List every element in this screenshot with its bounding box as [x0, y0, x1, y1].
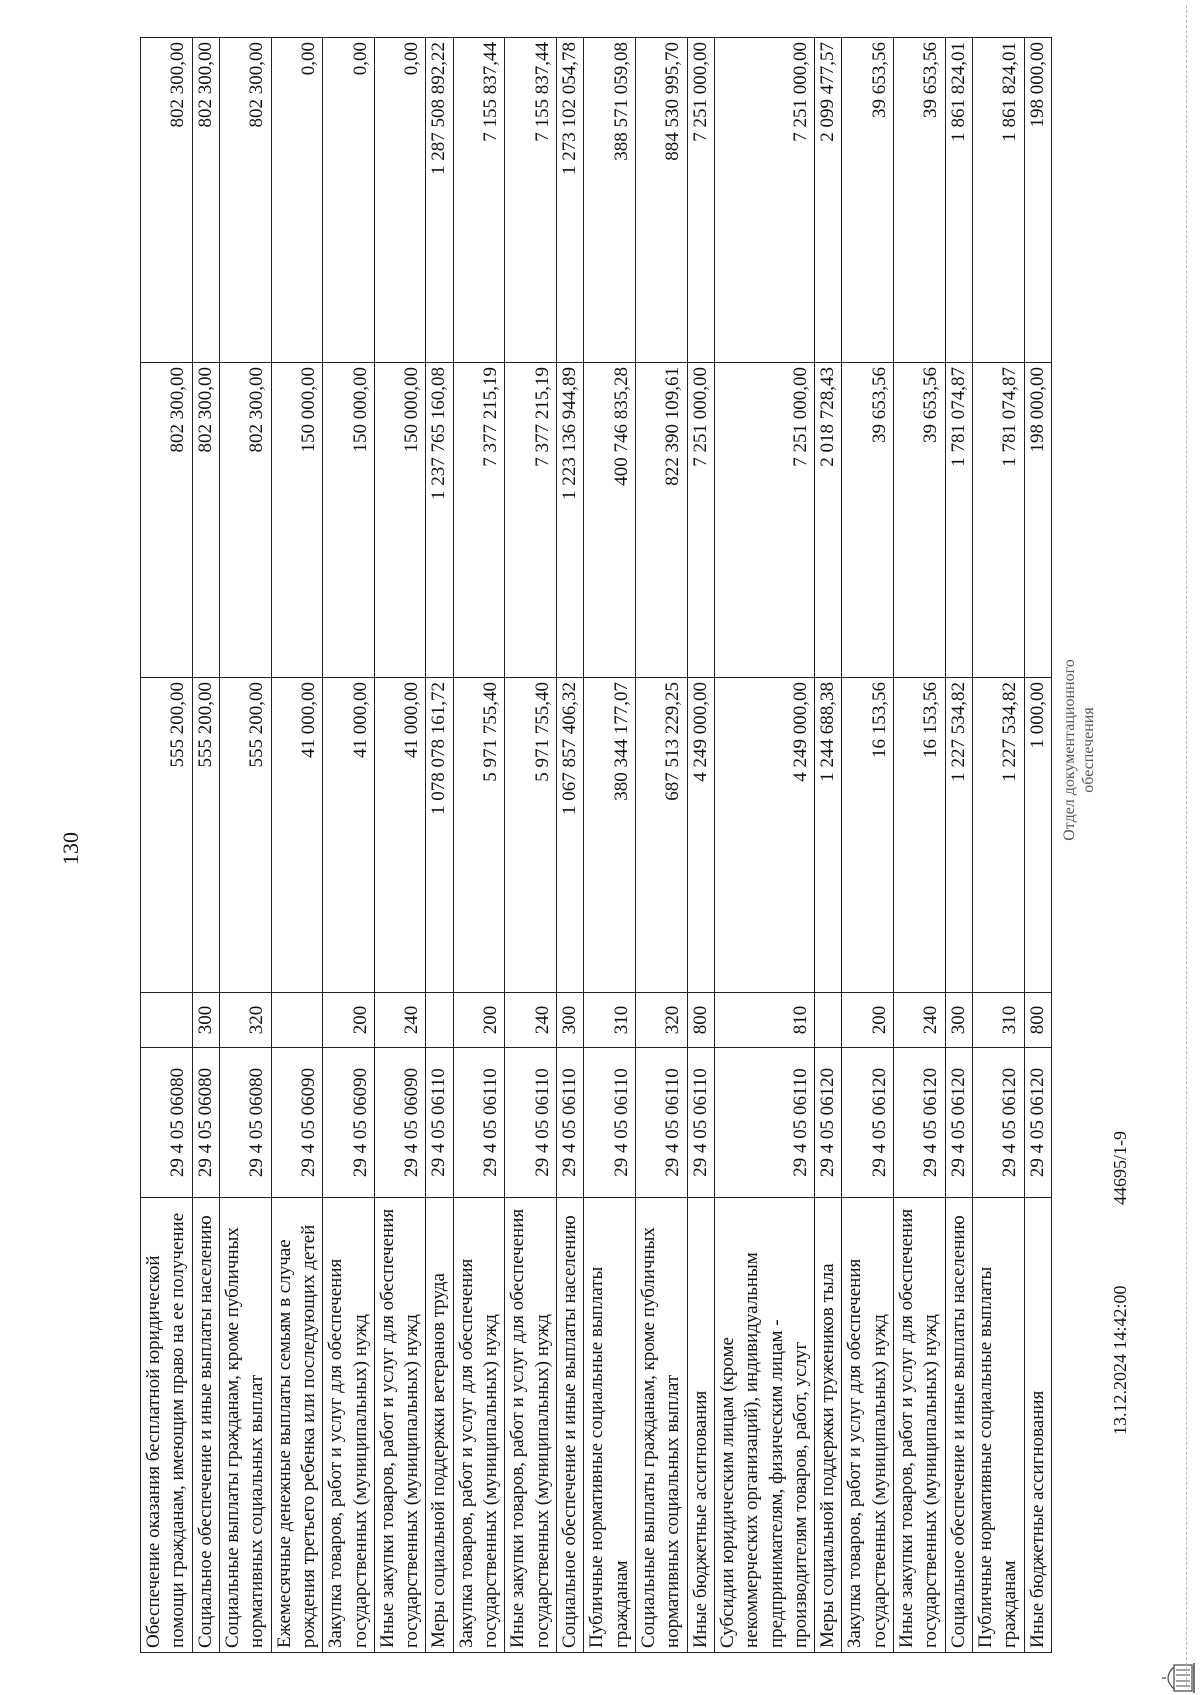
row-name-cell: Иные закупки товаров, работ и услуг для обеспечения государственных (муниципальных) нужд: [374, 1198, 426, 1653]
amount-col3-cell: 0,00: [374, 38, 426, 363]
amount-col2-cell: 1 781 074,87: [973, 363, 1025, 678]
row-name-cell: Публичные нормативные социальные выплаты гражданам: [973, 1198, 1025, 1653]
expense-type-code-cell: 200: [453, 993, 505, 1048]
amount-col1-cell: 4 249 000,00: [687, 678, 714, 993]
row-name-cell: Иные закупки товаров, работ и услуг для обеспечения государственных (муниципальных) нужд: [505, 1198, 557, 1653]
target-article-code-cell: 29 4 05 06080: [219, 1048, 271, 1198]
amount-col2-cell: 822 390 109,61: [635, 363, 687, 678]
expense-type-code-cell: 200: [842, 993, 894, 1048]
expense-type-code-cell: 800: [1024, 993, 1051, 1048]
expense-type-code-cell: 240: [894, 993, 946, 1048]
target-article-code-cell: 29 4 05 06120: [973, 1048, 1025, 1198]
amount-col3-cell: 7 251 000,00: [714, 38, 814, 363]
amount-col1-cell: 5 971 755,40: [453, 678, 505, 993]
amount-col3-cell: 0,00: [271, 38, 323, 363]
department-stamp: Отдел документационного обеспечения: [1061, 659, 1098, 841]
table-row: [687, 38, 714, 1653]
table-row: [815, 38, 842, 1653]
amount-col2-cell: 39 653,56: [842, 363, 894, 678]
amount-col2-cell: 2 018 728,43: [815, 363, 842, 678]
table-row: [374, 38, 426, 1653]
row-name-cell: Иные закупки товаров, работ и услуг для обеспечения государственных (муниципальных) нужд: [894, 1198, 946, 1653]
amount-col2-cell: 39 653,56: [894, 363, 946, 678]
amount-col1-cell: 41 000,00: [271, 678, 323, 993]
table-row: [505, 38, 557, 1653]
row-name-cell: Социальные выплаты гражданам, кроме публичных нормативных социальных выплат: [219, 1198, 271, 1653]
amount-col3-cell: 884 530 995,70: [635, 38, 687, 363]
budget-table: [140, 37, 1052, 1653]
target-article-code-cell: 29 4 05 06120: [894, 1048, 946, 1198]
expense-type-code-cell: 200: [323, 993, 375, 1048]
amount-col1-cell: 41 000,00: [374, 678, 426, 993]
table-row: [453, 38, 505, 1653]
row-name-cell: Публичные нормативные социальные выплаты гражданам: [584, 1198, 636, 1653]
target-article-code-cell: 29 4 05 06120: [1024, 1048, 1051, 1198]
amount-col1-cell: 41 000,00: [323, 678, 375, 993]
amount-col3-cell: 39 653,56: [894, 38, 946, 363]
table-row: [192, 38, 219, 1653]
page-number: 130: [58, 832, 83, 865]
row-name-cell: Закупка товаров, работ и услуг для обеспечения государственных (муниципальных) нужд: [453, 1198, 505, 1653]
amount-col3-cell: 802 300,00: [192, 38, 219, 363]
amount-col2-cell: 802 300,00: [219, 363, 271, 678]
table-row: [323, 38, 375, 1653]
row-name-cell: Ежемесячные денежные выплаты семьям в случае рождения третьего ребенка или последующих детей: [271, 1198, 323, 1653]
amount-col1-cell: 1 244 688,38: [815, 678, 842, 993]
expense-type-code-cell: 320: [635, 993, 687, 1048]
amount-col1-cell: 4 249 000,00: [714, 678, 814, 993]
table-row: [1024, 38, 1051, 1653]
row-name-cell: Социальные выплаты гражданам, кроме публичных нормативных социальных выплат: [635, 1198, 687, 1653]
amount-col3-cell: 802 300,00: [141, 38, 193, 363]
expense-type-code-cell: [815, 993, 842, 1048]
target-article-code-cell: 29 4 05 06110: [687, 1048, 714, 1198]
footer-datetime: 13.12.2024 14:42:00: [1110, 1285, 1130, 1435]
target-article-code-cell: 29 4 05 06110: [557, 1048, 584, 1198]
target-article-code-cell: 29 4 05 06110: [505, 1048, 557, 1198]
row-name-cell: Социальное обеспечение и иные выплаты населению: [192, 1198, 219, 1653]
table-row: [426, 38, 453, 1653]
amount-col1-cell: 555 200,00: [141, 678, 193, 993]
expense-type-code-cell: 240: [374, 993, 426, 1048]
amount-col1-cell: 380 344 177,07: [584, 678, 636, 993]
amount-col3-cell: 0,00: [323, 38, 375, 363]
amount-col2-cell: 1 237 765 160,08: [426, 363, 453, 678]
amount-col1-cell: 1 227 534,82: [973, 678, 1025, 993]
amount-col2-cell: 198 000,00: [1024, 363, 1051, 678]
table-row: [973, 38, 1025, 1653]
footer-doc-number: 44695/1-9: [1110, 1131, 1130, 1205]
amount-col3-cell: 198 000,00: [1024, 38, 1051, 363]
target-article-code-cell: 29 4 05 06090: [374, 1048, 426, 1198]
row-name-cell: Иные бюджетные ассигнования: [1024, 1198, 1051, 1653]
amount-col1-cell: 5 971 755,40: [505, 678, 557, 993]
amount-col3-cell: 1 287 508 892,22: [426, 38, 453, 363]
table-row: [271, 38, 323, 1653]
amount-col3-cell: 1 861 824,01: [973, 38, 1025, 363]
amount-col3-cell: 802 300,00: [219, 38, 271, 363]
expense-type-code-cell: 310: [584, 993, 636, 1048]
table-row: [945, 38, 972, 1653]
target-article-code-cell: 29 4 05 06090: [323, 1048, 375, 1198]
table-row: [635, 38, 687, 1653]
target-article-code-cell: 29 4 05 06110: [584, 1048, 636, 1198]
target-article-code-cell: 29 4 05 06090: [271, 1048, 323, 1198]
amount-col3-cell: 2 099 477,57: [815, 38, 842, 363]
amount-col2-cell: 7 251 000,00: [714, 363, 814, 678]
expense-type-code-cell: 300: [945, 993, 972, 1048]
amount-col3-cell: 388 571 059,08: [584, 38, 636, 363]
amount-col2-cell: 150 000,00: [271, 363, 323, 678]
table-row: [842, 38, 894, 1653]
margin-line: [1186, 5, 1187, 1685]
amount-col1-cell: 16 153,56: [842, 678, 894, 993]
amount-col3-cell: 1 273 102 054,78: [557, 38, 584, 363]
amount-col3-cell: 7 155 837,44: [505, 38, 557, 363]
expense-type-code-cell: 240: [505, 993, 557, 1048]
table-row: [219, 38, 271, 1653]
target-article-code-cell: 29 4 05 06120: [842, 1048, 894, 1198]
expense-type-code-cell: 800: [687, 993, 714, 1048]
amount-col3-cell: 1 861 824,01: [945, 38, 972, 363]
amount-col1-cell: 1 078 078 161,72: [426, 678, 453, 993]
amount-col2-cell: 802 300,00: [192, 363, 219, 678]
amount-col3-cell: 7 155 837,44: [453, 38, 505, 363]
expense-type-code-cell: 810: [714, 993, 814, 1048]
row-name-cell: Меры социальной поддержки ветеранов труда: [426, 1198, 453, 1653]
amount-col2-cell: 1 223 136 944,89: [557, 363, 584, 678]
expense-type-code-cell: 300: [192, 993, 219, 1048]
emblem-icon: [1160, 1661, 1198, 1695]
amount-col1-cell: 1 000,00: [1024, 678, 1051, 993]
amount-col3-cell: 39 653,56: [842, 38, 894, 363]
table-row: [714, 38, 814, 1653]
table-row: [584, 38, 636, 1653]
target-article-code-cell: 29 4 05 06080: [192, 1048, 219, 1198]
row-name-cell: Субсидии юридическим лицам (кроме некоммерческих организаций), индивидуальным предпринимателям, физическим лицам - производителям товаров, работ, услуг: [714, 1198, 814, 1653]
expense-type-code-cell: [426, 993, 453, 1048]
target-article-code-cell: 29 4 05 06110: [426, 1048, 453, 1198]
target-article-code-cell: 29 4 05 06080: [141, 1048, 193, 1198]
row-name-cell: Социальное обеспечение и иные выплаты населению: [945, 1198, 972, 1653]
table-row: [894, 38, 946, 1653]
amount-col1-cell: 1 067 857 406,32: [557, 678, 584, 993]
amount-col2-cell: 7 377 215,19: [505, 363, 557, 678]
amount-col1-cell: 16 153,56: [894, 678, 946, 993]
row-name-cell: Меры социальной поддержки тружеников тыла: [815, 1198, 842, 1653]
row-name-cell: Иные бюджетные ассигнования: [687, 1198, 714, 1653]
table-row: [557, 38, 584, 1653]
amount-col2-cell: 400 746 835,28: [584, 363, 636, 678]
table-row: [141, 38, 193, 1653]
row-name-cell: Социальное обеспечение и иные выплаты населению: [557, 1198, 584, 1653]
amount-col2-cell: 7 251 000,00: [687, 363, 714, 678]
amount-col1-cell: 555 200,00: [192, 678, 219, 993]
amount-col2-cell: 150 000,00: [323, 363, 375, 678]
amount-col2-cell: 1 781 074,87: [945, 363, 972, 678]
target-article-code-cell: 29 4 05 06120: [815, 1048, 842, 1198]
expense-type-code-cell: [271, 993, 323, 1048]
amount-col1-cell: 687 513 229,25: [635, 678, 687, 993]
target-article-code-cell: 29 4 05 06120: [945, 1048, 972, 1198]
row-name-cell: Закупка товаров, работ и услуг для обеспечения государственных (муниципальных) нужд: [323, 1198, 375, 1653]
amount-col2-cell: 7 377 215,19: [453, 363, 505, 678]
expense-type-code-cell: 310: [973, 993, 1025, 1048]
row-name-cell: Обеспечение оказания бесплатной юридической помощи гражданам, имеющим право на ее получение: [141, 1198, 193, 1653]
expense-type-code-cell: [141, 993, 193, 1048]
amount-col3-cell: 7 251 000,00: [687, 38, 714, 363]
expense-type-code-cell: 320: [219, 993, 271, 1048]
expense-type-code-cell: 300: [557, 993, 584, 1048]
amount-col1-cell: 1 227 534,82: [945, 678, 972, 993]
target-article-code-cell: 29 4 05 06110: [453, 1048, 505, 1198]
amount-col2-cell: 150 000,00: [374, 363, 426, 678]
target-article-code-cell: 29 4 05 06110: [635, 1048, 687, 1198]
row-name-cell: Закупка товаров, работ и услуг для обеспечения государственных (муниципальных) нужд: [842, 1198, 894, 1653]
target-article-code-cell: 29 4 05 06110: [714, 1048, 814, 1198]
amount-col2-cell: 802 300,00: [141, 363, 193, 678]
amount-col1-cell: 555 200,00: [219, 678, 271, 993]
